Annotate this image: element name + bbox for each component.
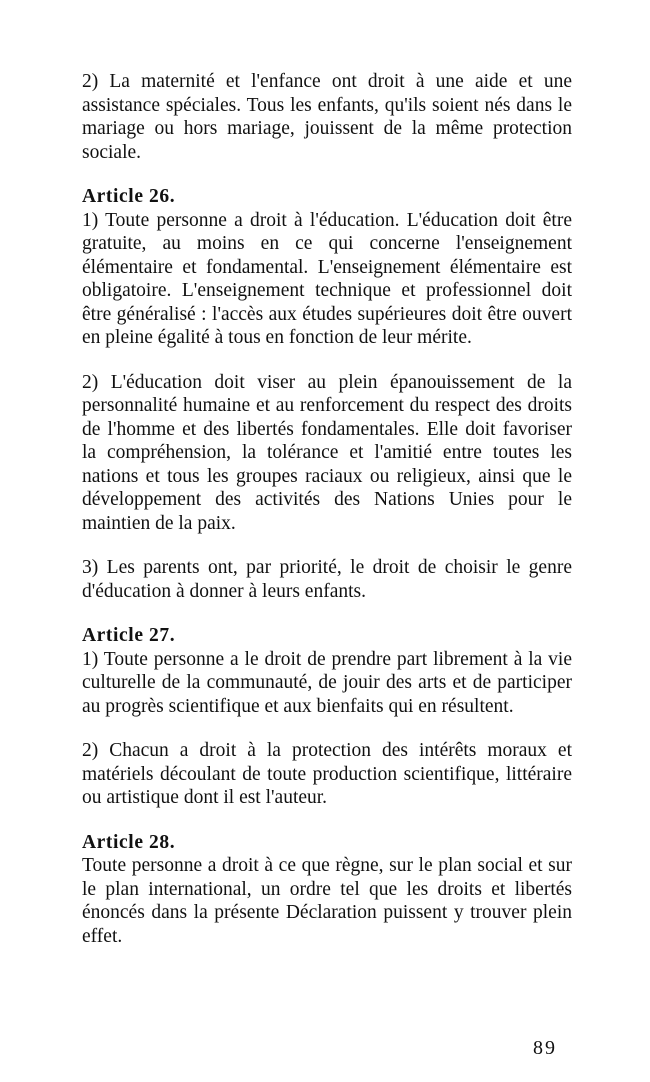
article-heading: Article 26. [82,186,176,207]
article-heading: Article 28. [82,831,176,853]
article-paragraph: 2) Chacun a droit à la protection des intérêts moraux et matériels découlant de toute production scientifique, littéraire ou artistique dont il est l'auteur. [82,740,572,808]
article-paragraph: 1) Toute personne a droit à l'éducation. L'éducation doit être gratuite, au moins en ce qui concerne l'enseignement élémentaire et fondamental. L'enseignement élémentaire est obligatoire. L'enseignement technique et professionnel doit être généralisé : l'accès aux études supérieures doit être ouvert en pleine égalité à tous en fonction de leur mérite. [82,209,572,348]
article-28 [82,831,572,949]
article-27 [82,624,572,810]
article-paragraph: Toute personne a droit à ce que règne, sur le plan social et sur le plan international, un ordre tel que les droits et libertés énoncés dans la présente Déclaration puissent y trouver plein effet. [82,855,572,947]
article-26 [82,185,572,603]
article-paragraph: 2) L'éducation doit viser au plein épanouissement de la personnalité humaine et au renforcement du respect des droits de l'homme et des libertés fondamentales. Elle doit favoriser la compréhension, la tolérance et l'amitié entre toutes les nations et tous les groupes raciaux ou religieux, ainsi que le développement des activités des Nations Unies pour le maintien de la paix. [82,371,572,534]
page-number: 89 [533,1037,557,1059]
intro-paragraph: 2) La maternité et l'enfance ont droit à une aide et une assistance spéciales. Tous les enfants, qu'ils soient nés dans le mariage ou hors mariage, jouissent de la même protection sociale. [82,71,572,163]
article-paragraph: 3) Les parents ont, par priorité, le droit de choisir le genre d'éducation à donner à leurs enfants. [82,557,572,602]
article-paragraph: 1) Toute personne a le droit de prendre part librement à la vie culturelle de la communauté, de jouir des arts et de participer au progrès scientifique et aux bienfaits qui en résultent. [82,648,572,717]
article-heading: Article 27. [82,625,176,646]
text-column [82,70,572,969]
